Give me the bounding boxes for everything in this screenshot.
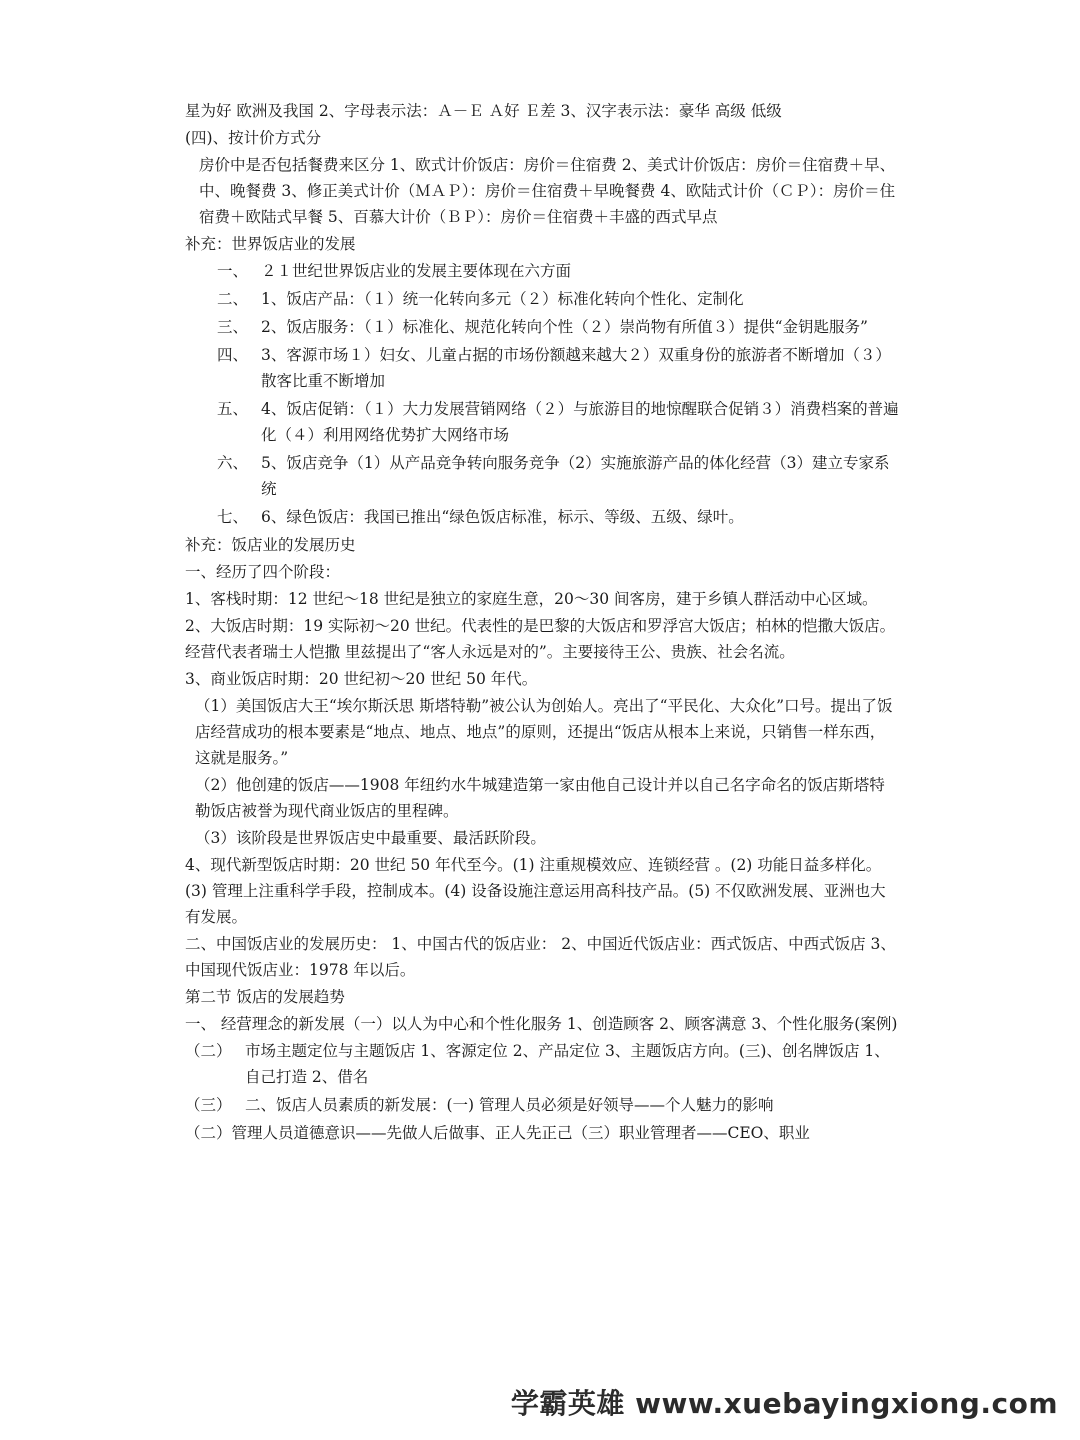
text-paragraph: 房价中是否包括餐费来区分 1、欧式计价饭店：房价＝住宿费 2、美式计价饭店：房价＝住宿费＋早、中、晚餐费 3、修正美式计价（ＭＡＰ）：房价＝住宿费＋早晚餐费 4、欧陆式计价（ＣＰ）：房价＝住宿费＋欧陆式早餐 5、百慕大计价（ＢＰ）：房价＝住宿费＋丰盛的西式早点 — [199, 156, 896, 226]
list-text: ２１世纪世界饭店业的发展主要体现在六方面 — [261, 262, 572, 280]
list-text: 1、饭店产品：（１）统一化转向多元（２）标准化转向个性化、定制化 — [261, 290, 744, 308]
list-item — [185, 286, 900, 312]
list-item — [185, 396, 900, 448]
text-paragraph: 1、客栈时期：12 世纪～18 世纪是独立的家庭生意，20～30 间客房，建于乡镇人群活动中心区域。 — [185, 590, 878, 608]
list-text: 5、饭店竞争（1）从产品竞争转向服务竞争（2）实施旅游产品的体化经营（3）建立专家系统 — [261, 454, 890, 498]
list-number: 三、 — [217, 318, 249, 336]
top-section — [185, 98, 900, 257]
paren-list — [185, 1038, 900, 1118]
watermark: 学霸英雄 www.xuebayingxiong.com — [510, 1387, 1058, 1420]
text-paragraph: （1）美国饭店大王“埃尔斯沃思 斯塔特勒”被公认为创始人。亮出了“平民化、大众化”口号。提出了饭店经营成功的根本要素是“地点、地点、地点”的原则，还提出“饭店从根本上来说，只销售一样东西，这就是服务。” — [195, 697, 893, 767]
list-number: 五、 — [217, 400, 249, 418]
list-item — [185, 342, 900, 394]
list-text: 4、饭店促销：（１）大力发展营销网络（２）与旅游目的地惊醒联合促销３）消费档案的普遍化（４）利用网络优势扩大网络市场 — [261, 400, 899, 444]
list-number: 二、 — [217, 290, 249, 308]
list-text: 3、客源市场１）妇女、儿童占据的市场份额越来越大２）双重身份的旅游者不断增加（３）散客比重不断增加 — [261, 346, 891, 390]
numbered-list — [185, 258, 900, 530]
section-heading: 补充：饭店业的发展历史 — [185, 536, 356, 554]
list-number: 一、 — [217, 262, 249, 280]
list-text: 2、饭店服务：（１）标准化、规范化转向个性（２）崇尚物有所值３）提供“金钥匙服务” — [261, 318, 868, 336]
text-paragraph: 2、大饭店时期：19 实际初～20 世纪。代表性的是巴黎的大饭店和罗浮宫大饭店；柏林的恺撒大饭店。经营代表者瑞士人恺撒 里兹提出了“客人永远是对的”。主要接待王公、贵族、社会名流。 — [185, 617, 896, 661]
list-text: 二、饭店人员素质的新发展：(一) 管理人员必须是好领导——个人魅力的影响 — [245, 1096, 774, 1114]
list-number: （三） — [185, 1096, 232, 1114]
text-paragraph: 二、中国饭店业的发展历史： 1、中国古代的饭店业： 2、中国近代饭店业：西式饭店、中西式饭店 3、中国现代饭店业：1978 年以后。 — [185, 935, 896, 979]
text-line: 星为好 欧洲及我国 2、字母表示法：Ａ－Ｅ Ａ好 Ｅ差 3、汉字表示法：豪华 高级 低级 — [185, 102, 782, 120]
list-text: 6、绿色饭店：我国已推出“绿色饭店标准，标示、等级、五级、绿叶。 — [261, 508, 744, 526]
list-item — [185, 450, 900, 502]
text-paragraph: 4、现代新型饭店时期：20 世纪 50 年代至今。(1) 注重规模效应、连锁经营 。(2) 功能日益多样化。(3) 管理上注重科学手段，控制成本。(4) 设备设施注意运用高科技产品。(5) 不仅欧洲发展、亚洲也大有发展。 — [185, 856, 886, 926]
text-paragraph: （2）他创建的饭店——1908 年纽约水牛城建造第一家由他自己设计并以自己名字命名的饭店斯塔特勒饭店被誉为现代商业饭店的里程碑。 — [195, 776, 885, 820]
text-line: 3、商业饭店时期：20 世纪初～20 世纪 50 年代。 — [185, 670, 538, 688]
section-heading: 第二节 饭店的发展趋势 — [185, 988, 345, 1006]
text-line: （3）该阶段是世界饭店史中最重要、最活跃阶段。 — [195, 829, 546, 847]
list-number: 七、 — [217, 508, 249, 526]
document-page — [185, 98, 900, 1147]
list-number: （二） — [185, 1042, 232, 1060]
list-item — [185, 258, 900, 284]
list-item — [185, 504, 900, 530]
list-item — [185, 314, 900, 340]
list-item — [185, 1092, 900, 1118]
list-number: 四、 — [217, 346, 249, 364]
list-number: 六、 — [217, 454, 249, 472]
text-line: (四)、按计价方式分 — [185, 129, 322, 147]
text-line: 一、经历了四个阶段： — [185, 563, 341, 581]
section-heading: 补充：世界饭店业的发展 — [185, 235, 356, 253]
list-text: 市场主题定位与主题饭店 1、客源定位 2、产品定位 3、主题饭店方向。(三)、创名牌饭店 1、自己打造 2、借名 — [245, 1042, 890, 1086]
list-item — [185, 1038, 900, 1090]
text-paragraph: 一、 经营理念的新发展（一）以人为中心和个性化服务 1、创造顾客 2、顾客满意 3、个性化服务(案例) — [185, 1015, 898, 1033]
bottom-section — [185, 532, 900, 1037]
text-line: （二）管理人员道德意识——先做人后做事、正人先正己（三）职业管理者——CEO、职业 — [185, 1124, 810, 1142]
